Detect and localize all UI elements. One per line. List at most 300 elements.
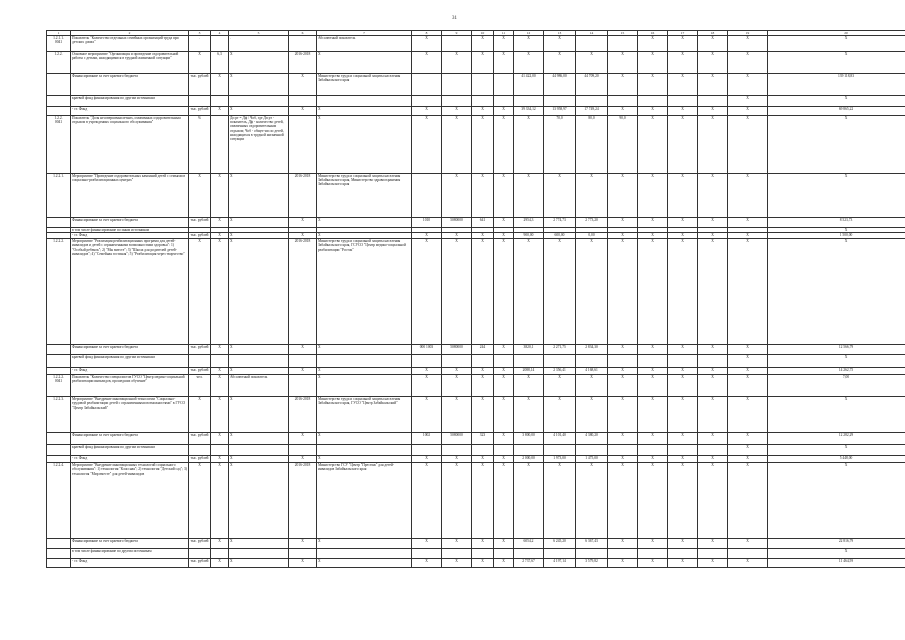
table-cell xyxy=(412,96,442,107)
table-cell: X xyxy=(442,239,472,345)
table-cell: в том числе финансирование по иным источникам xyxy=(71,228,189,233)
table-cell: Финансирование за счет краевого бюджета xyxy=(71,539,189,549)
table-cell: 6,3 xyxy=(211,52,229,74)
table-cell xyxy=(576,96,608,107)
table-cell: X xyxy=(768,445,905,456)
table-cell: X xyxy=(317,116,412,174)
table-cell: X xyxy=(608,559,638,568)
table-cell: X xyxy=(211,397,229,433)
table-cell xyxy=(229,355,289,368)
table-cell xyxy=(47,74,71,96)
table-cell: X xyxy=(289,74,317,96)
table-cell: X xyxy=(442,539,472,549)
table-row xyxy=(47,549,905,559)
table-cell: 41 422,00 xyxy=(514,74,544,96)
table-cell: X xyxy=(608,239,638,345)
table-row xyxy=(47,218,905,228)
column-number: 4 xyxy=(211,31,229,36)
table-cell: X xyxy=(608,345,638,355)
table-cell: X xyxy=(229,74,289,96)
table-cell xyxy=(576,445,608,456)
table-row xyxy=(47,456,905,463)
table-cell xyxy=(608,96,638,107)
table-cell: 2954,3 xyxy=(514,218,544,228)
table-cell: 11 464,59 xyxy=(768,559,905,568)
table-cell: 2016-2018 xyxy=(289,397,317,433)
table-cell: Показатель "Доля несовершеннолетних, охваченных оздоровительным отдыхом в учреждениях социального обслуживания" xyxy=(71,116,189,174)
table-cell: X xyxy=(698,233,728,239)
table-cell: X xyxy=(494,52,514,74)
table-cell: Финансирование за счет краевого бюджета xyxy=(71,433,189,445)
table-cell: тыс. рублей xyxy=(189,345,211,355)
table-cell: 4 101,40 xyxy=(544,433,576,445)
table-cell: 5080000 xyxy=(442,433,472,445)
table-cell: X xyxy=(317,559,412,568)
table-cell: X xyxy=(668,52,698,74)
table-cell: X xyxy=(412,36,442,52)
table-cell: X xyxy=(317,433,412,445)
table-cell: 2 773,20 xyxy=(576,218,608,228)
table-cell: Финансирование за счет краевого бюджета xyxy=(71,345,189,355)
table-cell: X xyxy=(698,218,728,228)
table-cell: Абсолютный показатель xyxy=(317,36,412,52)
table-cell: X xyxy=(668,539,698,549)
table-cell: Показатель "Количество отдельных семейных организаций труда при детских домах" xyxy=(71,36,189,52)
table-cell: 2016-2018 xyxy=(289,239,317,345)
table-cell: X xyxy=(211,107,229,116)
column-number: 17 xyxy=(668,31,698,36)
table-cell: 90,0 xyxy=(608,116,638,174)
table-cell xyxy=(211,549,229,559)
table-cell: X xyxy=(317,233,412,239)
table-cell xyxy=(638,445,668,456)
table-cell: X xyxy=(317,52,412,74)
table-cell: Мероприятие "Внедрение инновационных технологий социального обслуживания": 1) технология "Классная"; 2) технология "Детский сад"; 3) технология "Мир вместе" для детей-инвалидов xyxy=(71,463,189,539)
table-cell xyxy=(289,96,317,107)
table-cell: X xyxy=(229,218,289,228)
table-cell: X xyxy=(728,74,768,96)
table-cell: 2016-2018 xyxy=(289,52,317,74)
table-cell: X xyxy=(289,433,317,445)
table-cell xyxy=(638,355,668,368)
table-cell xyxy=(317,355,412,368)
table-cell xyxy=(698,549,728,559)
page-number: 31 xyxy=(452,16,457,21)
table-cell: X xyxy=(229,233,289,239)
table-cell xyxy=(47,445,71,456)
table-cell: X xyxy=(728,52,768,74)
table-cell: 2 000,00 xyxy=(514,456,544,463)
table-cell xyxy=(289,355,317,368)
table-cell: X xyxy=(289,456,317,463)
table-cell: X xyxy=(638,559,668,568)
table-cell: X xyxy=(576,52,608,74)
table-cell: X xyxy=(698,345,728,355)
table-row xyxy=(47,463,905,539)
table-cell: X xyxy=(412,233,442,239)
table-cell xyxy=(472,445,494,456)
table-cell: 139 118,83 xyxy=(768,74,905,96)
table-cell: X xyxy=(728,559,768,568)
table-cell xyxy=(514,549,544,559)
table-cell xyxy=(47,345,71,355)
table-cell xyxy=(576,549,608,559)
table-cell: X xyxy=(472,456,494,463)
table-cell xyxy=(442,96,472,107)
table-cell xyxy=(442,74,472,96)
table-cell: X xyxy=(189,463,211,539)
table-cell: X xyxy=(728,96,768,107)
table-cell: в том числе финансирование по другим источникам xyxy=(71,549,189,559)
table-cell: X xyxy=(728,368,768,375)
table-cell: X xyxy=(544,375,576,397)
table-cell: X xyxy=(544,239,576,345)
table-cell: X xyxy=(544,36,576,52)
table-cell: X xyxy=(608,456,638,463)
column-number: 14 xyxy=(576,31,608,36)
table-cell: Мероприятие "Реализация реабилитационных программ для детей-инвалидов и детей с ограниченными возможностями здоровья": 1) "Особый ребенок"; 2) "Мы вместе"; 3) "Школа для родителей детей-инвалидов"; 4) "Семейная гостиная"; 5) "Реабилитация через творчество" xyxy=(71,239,189,345)
table-cell: X xyxy=(211,233,229,239)
table-cell xyxy=(47,218,71,228)
table-cell: X xyxy=(608,433,638,445)
table-cell: X xyxy=(608,233,638,239)
table-cell: X xyxy=(768,116,905,174)
table-cell xyxy=(638,96,668,107)
table-cell xyxy=(576,355,608,368)
table-cell: Абсолютный показатель xyxy=(229,375,289,397)
table-cell: X xyxy=(289,559,317,568)
table-cell: 2 271,75 xyxy=(544,345,576,355)
table-cell: X xyxy=(768,397,905,433)
table-cell: X xyxy=(698,174,728,218)
table-cell: X xyxy=(289,368,317,375)
table-cell: X xyxy=(317,375,412,397)
table-cell: 2016-2018 xyxy=(289,174,317,218)
table-cell: X xyxy=(472,368,494,375)
table-cell: X xyxy=(514,52,544,74)
column-number: 7 xyxy=(317,31,412,36)
table-cell xyxy=(442,445,472,456)
table-cell: X xyxy=(768,239,905,345)
table-cell: 1 500,00 xyxy=(768,233,905,239)
table-cell xyxy=(211,445,229,456)
table-cell xyxy=(189,549,211,559)
table-cell: % xyxy=(189,116,211,174)
table-cell: X xyxy=(728,397,768,433)
table-cell xyxy=(211,96,229,107)
table-cell: X xyxy=(668,559,698,568)
table-cell xyxy=(289,116,317,174)
table-cell xyxy=(494,549,514,559)
table-row xyxy=(47,539,905,549)
table-cell: X xyxy=(412,368,442,375)
table-cell: X xyxy=(514,375,544,397)
table-cell: X xyxy=(698,52,728,74)
table-cell: 5080000 xyxy=(442,345,472,355)
table-cell: тыс. рублей xyxy=(189,74,211,96)
table-cell: X xyxy=(472,174,494,218)
table-cell: Финансирование за счет краевого бюджета xyxy=(71,218,189,228)
table-cell: X xyxy=(698,375,728,397)
table-cell xyxy=(47,559,71,568)
table-cell: X xyxy=(442,463,472,539)
column-number: 13 xyxy=(544,31,576,36)
table-cell: X xyxy=(472,116,494,174)
table-cell xyxy=(442,36,472,52)
table-cell: 3820,1 xyxy=(514,345,544,355)
table-cell xyxy=(514,355,544,368)
table-cell xyxy=(472,96,494,107)
table-cell: X xyxy=(211,74,229,96)
table-cell: X xyxy=(668,456,698,463)
table-cell: X xyxy=(229,239,289,345)
table-cell: 1.2.1.1. 0041 xyxy=(47,36,71,52)
table-cell: X xyxy=(494,116,514,174)
table-cell: 1.2.2. 0041 xyxy=(47,116,71,174)
table-cell: X xyxy=(229,539,289,549)
table-cell xyxy=(544,96,576,107)
table-cell: X xyxy=(289,539,317,549)
table-cell xyxy=(289,375,317,397)
table-cell: X xyxy=(544,52,576,74)
table-cell: X xyxy=(211,345,229,355)
table-cell: X xyxy=(608,218,638,228)
table-cell: X xyxy=(668,375,698,397)
table-cell: тыс. рублей xyxy=(189,539,211,549)
table-cell: X xyxy=(698,107,728,116)
table-cell: X xyxy=(189,174,211,218)
table-cell: X xyxy=(412,52,442,74)
table-cell: X xyxy=(442,107,472,116)
table-cell: X xyxy=(494,368,514,375)
table-cell: 5 448,00 xyxy=(768,456,905,463)
table-cell: X xyxy=(317,107,412,116)
table-cell: X xyxy=(514,116,544,174)
table-cell: - ст. Фонд xyxy=(71,368,189,375)
table-cell: X xyxy=(728,174,768,218)
table-cell: X xyxy=(728,355,768,368)
column-number: 11 xyxy=(494,31,514,36)
table-cell: X xyxy=(317,456,412,463)
table-cell: X xyxy=(768,96,905,107)
table-cell: X xyxy=(317,218,412,228)
table-cell: 1 973,00 xyxy=(544,456,576,463)
table-cell: X xyxy=(211,463,229,539)
table-cell: X xyxy=(211,174,229,218)
table-cell: X xyxy=(544,174,576,218)
table-cell: тыс. рублей xyxy=(189,218,211,228)
table-cell: X xyxy=(442,456,472,463)
table-cell: X xyxy=(576,463,608,539)
table-cell: X xyxy=(211,375,229,397)
table-cell xyxy=(698,96,728,107)
table-cell: X xyxy=(412,559,442,568)
table-row xyxy=(47,433,905,445)
table-cell: X xyxy=(608,375,638,397)
table-cell: X xyxy=(638,233,668,239)
table-cell: 6 245,20 xyxy=(544,539,576,549)
table-cell: X xyxy=(211,539,229,549)
table-cell: X xyxy=(211,239,229,345)
table-cell: X xyxy=(514,463,544,539)
table-cell: X xyxy=(211,456,229,463)
table-cell: X xyxy=(668,107,698,116)
table-cell: X xyxy=(768,36,905,52)
table-cell: X xyxy=(317,368,412,375)
table-cell: X xyxy=(698,559,728,568)
table-cell: X xyxy=(638,218,668,228)
table-cell xyxy=(229,96,289,107)
table-cell: X xyxy=(638,397,668,433)
table-cell: X xyxy=(728,539,768,549)
table-cell: X xyxy=(211,559,229,568)
table-cell xyxy=(289,549,317,559)
table-cell: Основное мероприятие "Организация и проведение оздоровительной работы с детьми, находящимися в трудной жизненной ситуации" xyxy=(71,52,189,74)
table-cell: Дп рт = Дф / Чоб, где Дп рт - показатель, Дф - количество детей, охваченных оздоровительным отдыхом; Чоб - общее число детей, находящихся в трудной жизненной ситуации xyxy=(229,116,289,174)
table-cell: 900,00 xyxy=(514,233,544,239)
table-cell: 000 1003 xyxy=(412,345,442,355)
table-row xyxy=(47,36,905,52)
table-cell: 14 262,75 xyxy=(768,368,905,375)
table-cell: X xyxy=(728,456,768,463)
table-cell: X xyxy=(638,345,668,355)
table-cell: тыс. рублей xyxy=(189,456,211,463)
table-cell: X xyxy=(412,375,442,397)
table-cell xyxy=(317,549,412,559)
table-row xyxy=(47,375,905,397)
table-cell: X xyxy=(289,218,317,228)
column-number: 12 xyxy=(514,31,544,36)
table-cell xyxy=(47,96,71,107)
table-cell: X xyxy=(576,397,608,433)
table-cell xyxy=(211,36,229,52)
column-number: 18 xyxy=(698,31,728,36)
table-cell xyxy=(412,355,442,368)
table-cell: X xyxy=(728,345,768,355)
table-cell xyxy=(668,549,698,559)
table-cell: X xyxy=(576,174,608,218)
table-cell: - ст. Фонд xyxy=(71,559,189,568)
column-number: 1 xyxy=(47,31,71,36)
table-cell xyxy=(698,445,728,456)
table-cell: X xyxy=(544,463,576,539)
table-cell: X xyxy=(768,355,905,368)
table-cell: 44 709,20 xyxy=(576,74,608,96)
table-cell: X xyxy=(442,116,472,174)
table-cell xyxy=(544,355,576,368)
table-cell xyxy=(47,539,71,549)
table-cell: X xyxy=(472,107,494,116)
table-cell: тыс. рублей xyxy=(189,433,211,445)
table-cell: X xyxy=(412,116,442,174)
table-cell: X xyxy=(768,228,905,233)
table-cell: X xyxy=(668,463,698,539)
table-cell: X xyxy=(211,218,229,228)
table-cell xyxy=(412,445,442,456)
table-cell: X xyxy=(728,433,768,445)
table-cell: тыс. рублей xyxy=(189,559,211,568)
table-cell: - ст. Фонд xyxy=(71,456,189,463)
table-cell xyxy=(472,355,494,368)
table-cell: 22 816,79 xyxy=(768,539,905,549)
column-number: 19 xyxy=(728,31,768,36)
table-cell: 244 xyxy=(472,345,494,355)
table-cell: X xyxy=(638,539,668,549)
table-cell xyxy=(442,355,472,368)
table-cell xyxy=(472,74,494,96)
table-cell: 2 834,30 xyxy=(576,345,608,355)
table-cell: краевой фонд финансирования по другим источникам xyxy=(71,445,189,456)
table-cell: X xyxy=(638,107,668,116)
table-cell: X xyxy=(728,239,768,345)
table-cell xyxy=(442,549,472,559)
table-cell xyxy=(47,368,71,375)
table-cell: X xyxy=(412,539,442,549)
table-cell: 80,0 xyxy=(576,116,608,174)
table-cell: 2 737,67 xyxy=(514,559,544,568)
table-cell: X xyxy=(668,74,698,96)
table-cell: X xyxy=(668,397,698,433)
table-cell xyxy=(229,549,289,559)
table-cell: X xyxy=(211,433,229,445)
table-cell: X xyxy=(638,116,668,174)
table-cell xyxy=(728,549,768,559)
table-cell: X xyxy=(638,52,668,74)
table-cell: X xyxy=(412,239,442,345)
table-cell xyxy=(412,74,442,96)
table-cell: X xyxy=(494,107,514,116)
table-cell: 2 356,41 xyxy=(544,368,576,375)
table-cell: X xyxy=(229,368,289,375)
table-cell: X xyxy=(638,463,668,539)
table-cell: X xyxy=(494,174,514,218)
table-cell xyxy=(189,445,211,456)
table-cell: X xyxy=(728,445,768,456)
table-row xyxy=(47,239,905,345)
table-cell: 8 523,73 xyxy=(768,218,905,228)
table-cell: 1 475,00 xyxy=(576,456,608,463)
table-cell: 13 958,97 xyxy=(544,107,576,116)
table-cell: X xyxy=(289,345,317,355)
table-cell: X xyxy=(412,397,442,433)
table-cell: 70,0 xyxy=(544,116,576,174)
table-cell: 6054,2 xyxy=(514,539,544,549)
table-cell: X xyxy=(514,239,544,345)
table-cell xyxy=(211,116,229,174)
table-cell: X xyxy=(189,239,211,345)
table-row xyxy=(47,559,905,568)
table-cell: X xyxy=(229,107,289,116)
table-cell: X xyxy=(768,52,905,74)
table-cell: X xyxy=(668,345,698,355)
table-cell: X xyxy=(638,433,668,445)
table-cell: X xyxy=(608,52,638,74)
table-cell: 39 334,12 xyxy=(514,107,544,116)
table-row xyxy=(47,174,905,218)
table-cell: X xyxy=(698,433,728,445)
table-cell: 1.2.2.2. xyxy=(47,239,71,345)
table-cell xyxy=(668,96,698,107)
table-cell xyxy=(668,445,698,456)
table-cell: X xyxy=(698,463,728,539)
table-cell xyxy=(494,74,514,96)
table-cell: X xyxy=(638,368,668,375)
table-cell xyxy=(289,445,317,456)
table-cell xyxy=(608,445,638,456)
table-cell: X xyxy=(229,463,289,539)
table-cell: X xyxy=(698,539,728,549)
table-cell xyxy=(317,445,412,456)
